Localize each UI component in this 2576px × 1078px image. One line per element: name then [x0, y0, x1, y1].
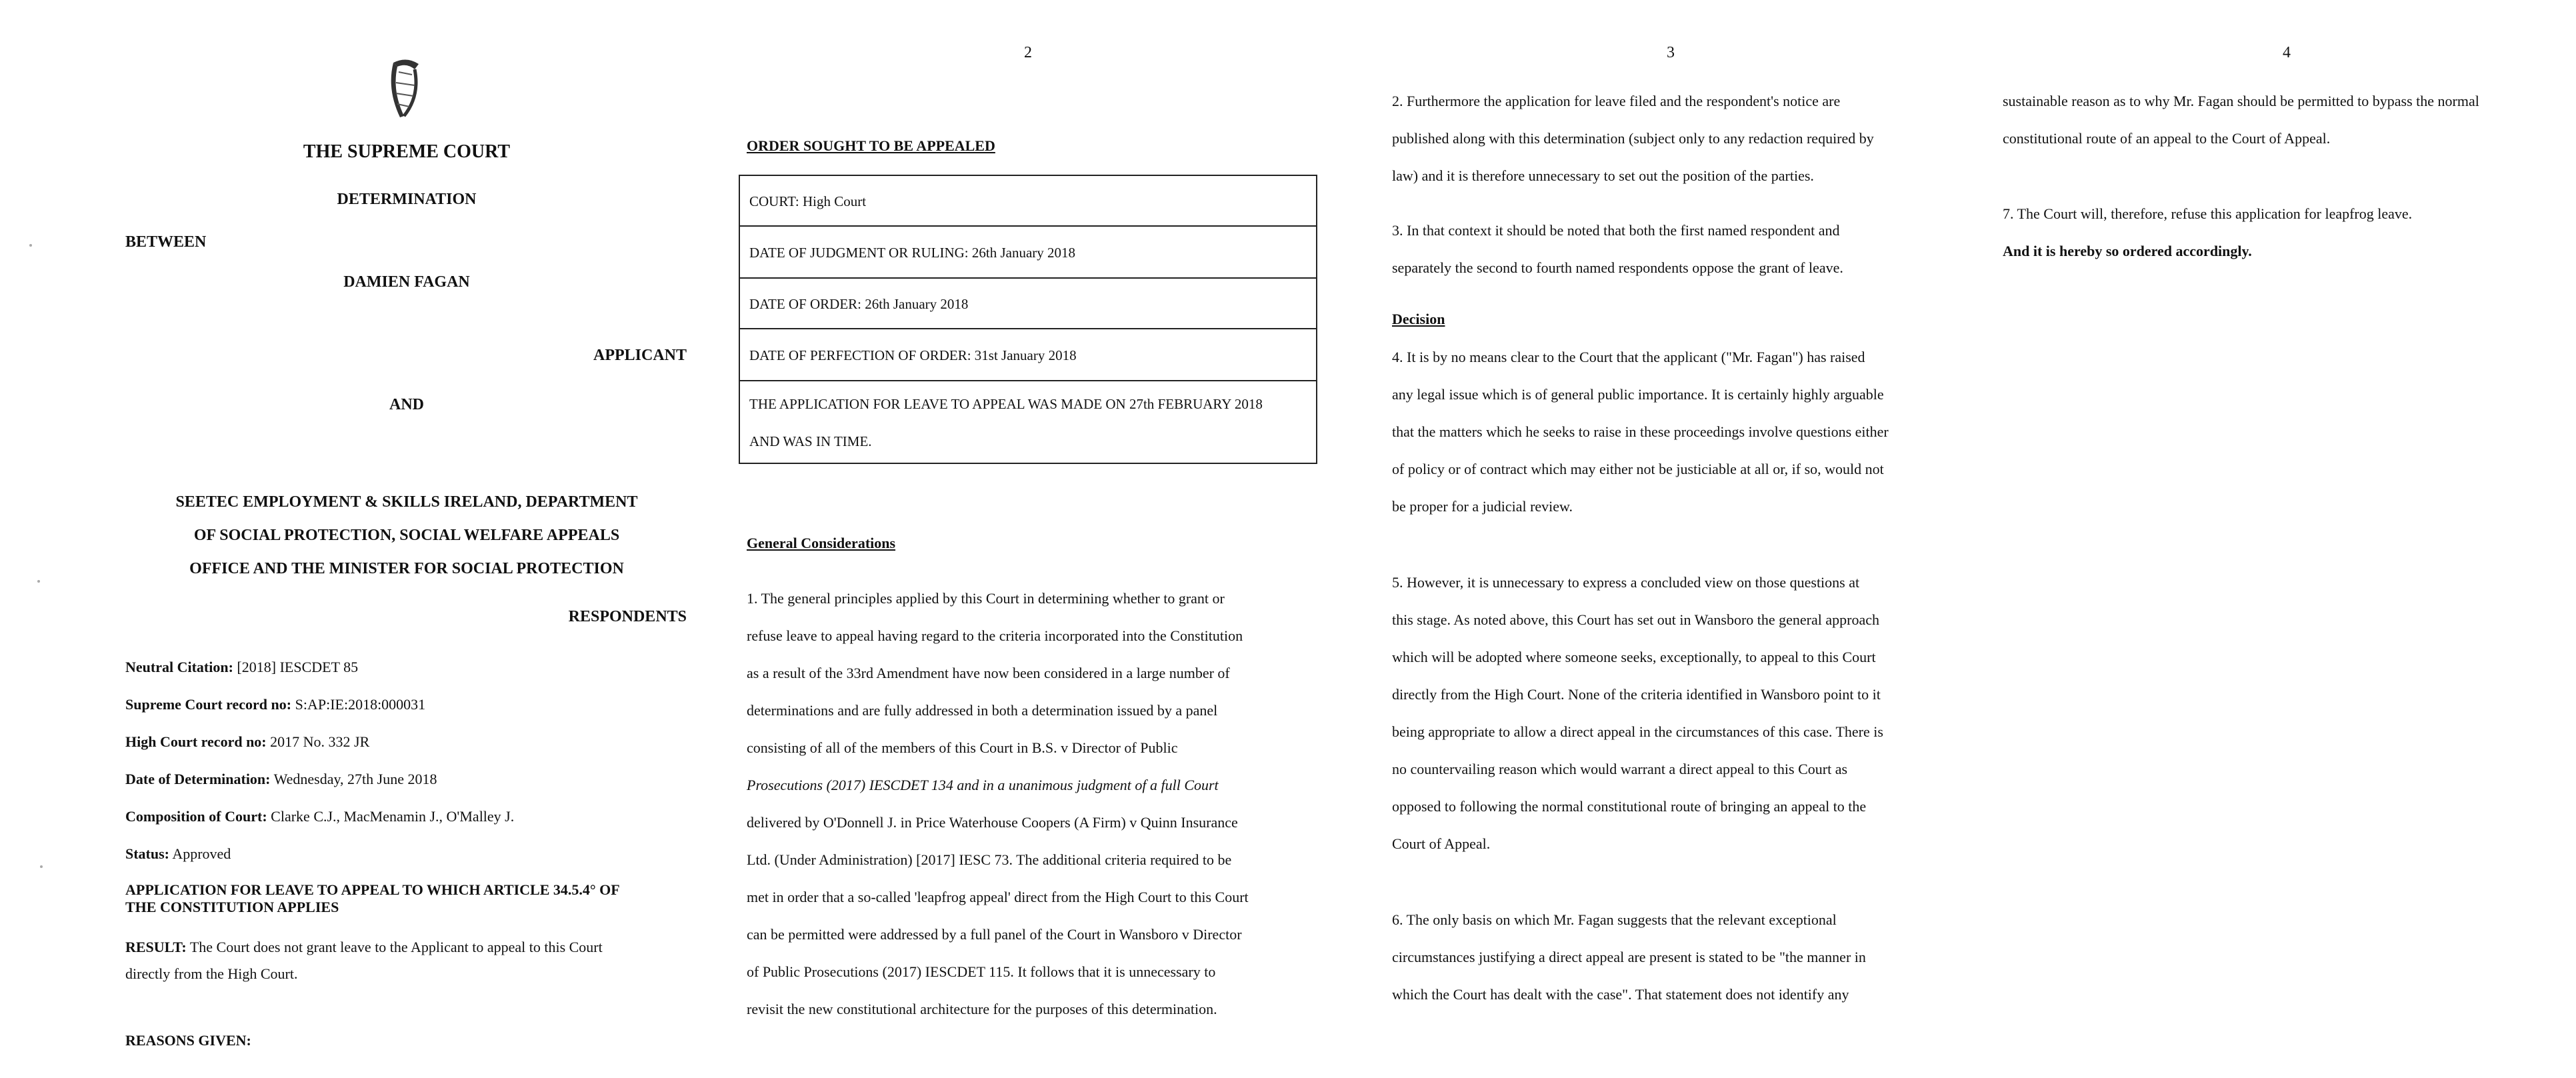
document-type: DETERMINATION [337, 191, 477, 208]
paragraph-1: 1. The general principles applied by this Court in determining whether to grant or refuse leave to appeal having regard to the criteria incorporated into the Constitution as a result of the 33rd Amendment have now been considered in a large number of determinations and are fully addressed in both a determination issued by a panel consisting of all of the members of this Court in B.S. v Director of Public Prosecutions (2017) IESCDET 134 and in a unanimous judgment of a full Court delivered by O'Donnell J. in Price Waterhouse Coopers (A Firm) v Quinn Insurance Ltd. (Under Administration) [2017] IESC 73. The additional criteria required to be met in order that a so-called 'leapfrog appeal' direct from the High Court to this Court can be permitted were addressed by a full panel of the Court in Wansboro v Director of Public Prosecutions (2017) IESCDET 115. It follows that it is unnecessary to revisit the new constitutional architecture for the purposes of this determination. [747, 590, 1249, 1017]
order-row-perfection-date: DATE OF PERFECTION OF ORDER: 31st January 2018 [740, 329, 1316, 381]
order-row-court: COURT: High Court [740, 176, 1316, 227]
order-table [739, 175, 1317, 464]
closing-order: And it is hereby so ordered accordingly. [2003, 243, 2252, 259]
page-3 [1360, 0, 1993, 1078]
paragraph-2: 2. Furthermore the application for leave filed and the respondent's notice are published along with this determination (subject only to any redaction required by law) and it is therefore unnecessary to set out the position of the parties. [1392, 93, 1874, 184]
respondents-line-2: OF SOCIAL PROTECTION, SOCIAL WELFARE APPEALS [193, 527, 620, 544]
paragraph-5: 5. However, it is unnecessary to express a concluded view on those questions at this stage. As noted above, this Court has set out in Wansboro the general approach which will be adopted where someone seeks, exceptionally, to appeal to this Court directly from the High Court. None of the criteria identified in Wansboro point to it being appropriate to allow a direct appeal in the circumstances of this case. There is no countervailing reason which would warrant a direct appeal to this Court as opposed to following the normal constitutional route of bringing an appeal to the Court of Appeal. [1392, 574, 1883, 852]
order-row-application-timing: THE APPLICATION FOR LEAVE TO APPEAL WAS MADE ON 27th FEBRUARY 2018 AND WAS IN TIME. [749, 396, 1263, 449]
paragraph-6-continued: sustainable reason as to why Mr. Fagan should be permitted to bypass the normal constitutional route of an appeal to the Court of Appeal. [2003, 93, 2479, 147]
page-number: 4 [2283, 44, 2291, 61]
high-court-record: High Court record no: 2017 No. 332 JR [125, 733, 370, 750]
page-number: 3 [1667, 44, 1675, 61]
respondents-line-3: OFFICE AND THE MINISTER FOR SOCIAL PROTECTION [189, 560, 624, 577]
respondents-line-1: SEETEC EMPLOYMENT & SKILLS IRELAND, DEPARTMENT [175, 493, 638, 511]
applicant-name: DAMIEN FAGAN [343, 273, 470, 291]
paragraph-4: 4. It is by no means clear to the Court that the applicant ("Mr. Fagan") has raised any legal issue which is of general public importance. It is certainly highly arguable that the matters which he seeks to raise in these proceedings involve questions either of policy or of contract which may either not be justiciable at all or, if so, would not be proper for a judicial review. [1392, 349, 1889, 515]
application-heading-line-2: THE CONSTITUTION APPLIES [125, 899, 339, 915]
decision-heading: Decision [1392, 311, 1445, 327]
paragraph-7: 7. The Court will, therefore, refuse this application for leapfrog leave. [2003, 205, 2413, 222]
and-label: AND [389, 396, 424, 413]
paragraph-3: 3. In that context it should be noted that both the first named respondent and separately the second to fourth named respondents oppose the grant of leave. [1392, 222, 1843, 276]
page-number: 2 [1024, 44, 1032, 61]
order-row-order-date: DATE OF ORDER: 26th January 2018 [740, 279, 1316, 329]
page-4 [1993, 0, 2576, 1078]
reasons-given-heading: REASONS GIVEN: [125, 1032, 251, 1049]
court-title: THE SUPREME COURT [303, 141, 511, 162]
page-2 [727, 0, 1360, 1078]
between-label: BETWEEN [125, 233, 207, 251]
result-line-2: directly from the High Court. [125, 965, 298, 982]
neutral-citation: Neutral Citation: [2018] IESCDET 85 [125, 659, 359, 675]
page-1 [0, 0, 727, 1078]
status: Status: Approved [125, 845, 231, 862]
applicant-label: APPLICANT [593, 347, 687, 364]
order-heading: ORDER SOUGHT TO BE APPEALED [747, 137, 995, 154]
application-heading-line-1: APPLICATION FOR LEAVE TO APPEAL TO WHICH ARTICLE 34.5.4° OF [125, 881, 620, 898]
harp-emblem-icon [380, 56, 428, 123]
composition-of-court: Composition of Court: Clarke C.J., MacMenamin J., O'Malley J. [125, 808, 515, 825]
order-row-judgment-date: DATE OF JUDGMENT OR RULING: 26th January 2018 [740, 227, 1316, 279]
general-considerations-heading: General Considerations [747, 535, 896, 551]
paragraph-6: 6. The only basis on which Mr. Fagan suggests that the relevant exceptional circumstances justifying a direct appeal are present is stated to be "the manner in which the Court has dealt with the case". That statement does not identify any [1392, 911, 1866, 1003]
respondents-label: RESPONDENTS [568, 608, 687, 625]
result-line-1: RESULT: The Court does not grant leave to the Applicant to appeal to this Court [125, 939, 603, 955]
date-of-determination: Date of Determination: Wednesday, 27th June 2018 [125, 771, 437, 787]
supreme-court-record: Supreme Court record no: S:AP:IE:2018:000031 [125, 696, 426, 713]
